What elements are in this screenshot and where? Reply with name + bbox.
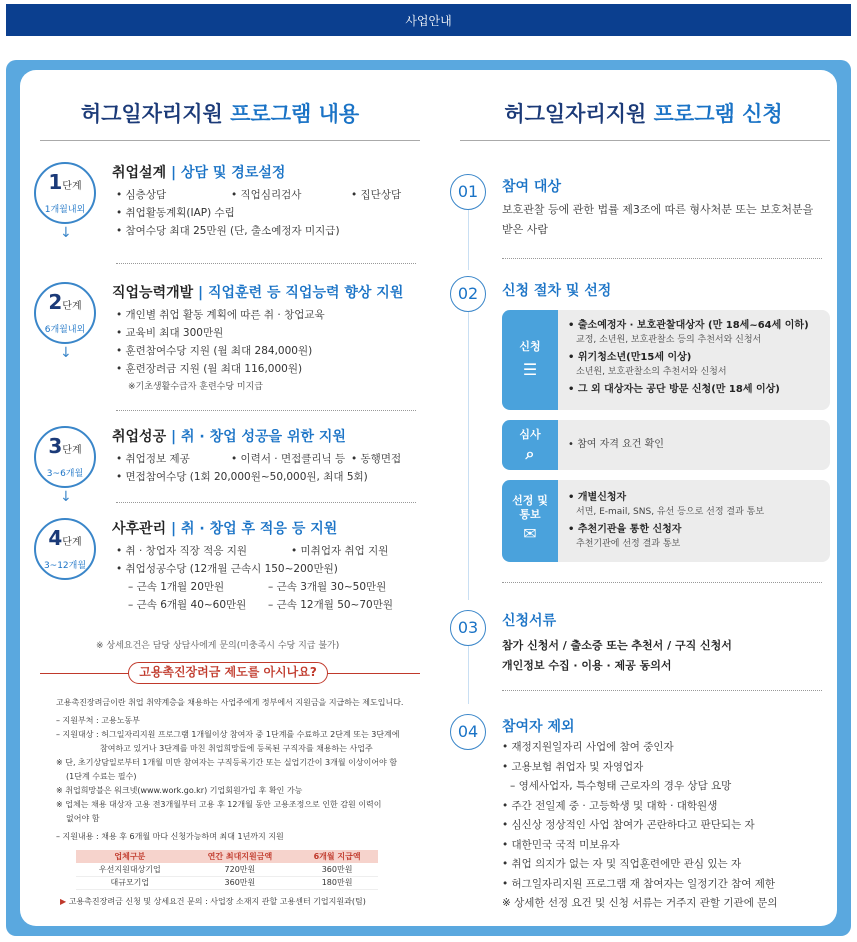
stage-4-items (116, 542, 416, 614)
list-item: – 근속 6개월 40~60만원 (128, 599, 247, 611)
apply-tab-label: 신청 (519, 340, 541, 353)
notification-icon: ✉ (523, 524, 537, 543)
stage-2-period: 6개월내외 (44, 325, 86, 335)
stage-2-number: 2 (48, 290, 63, 314)
review-box (502, 420, 830, 470)
program-panel (20, 70, 837, 926)
list-item: • 재정지원일자리 사업에 참여 중인자 (502, 741, 674, 753)
table-row (76, 876, 378, 889)
stage-1-head: 취업설계 (112, 165, 167, 181)
stage-2-sub: 직업훈련 등 직업능력 향상 지원 (208, 285, 404, 301)
title-divider (40, 140, 420, 141)
list-item: • 취업성공수당 (12개월 근속시 150~200만원) (116, 563, 338, 575)
stage-3-unit: 단계 (62, 445, 82, 456)
down-arrow-icon: ↓ (60, 225, 72, 241)
stage-2-heading: 직업능력개발 | 직업훈련 등 직업능력 향상 지원 (112, 285, 404, 301)
page-header-bar (6, 4, 851, 36)
step-4-title: 참여자 제외 (502, 719, 575, 735)
bonus-content: – 지원내용 : 채용 후 6개월 마다 신청가능하며 최대 1년까지 지원 (56, 832, 284, 841)
dotted-divider (502, 690, 822, 691)
stage-2-items (116, 306, 416, 396)
list-item: • 추천기관을 통한 신청자 (568, 524, 682, 535)
bonus-intro: 고용촉진장려금이란 취업 취약계층을 채용하는 사업주에게 정부에서 지원금을 지급하는 제도입니다. (56, 698, 404, 707)
stage-1-sub: 상담 및 경로설정 (180, 165, 286, 181)
review-tab (502, 420, 558, 470)
step-3-badge: 03 (450, 610, 486, 646)
stage-3-items (116, 450, 416, 486)
stage-2 (34, 282, 424, 402)
table-cell: 우선지원대상기업 (76, 863, 184, 876)
list-item-detail: 서면, E-mail, SNS, 유선 등으로 선정 결과 통보 (576, 507, 765, 517)
selection-tab-label: 통보 (519, 508, 541, 521)
title-divider (460, 140, 830, 141)
stage-4-unit: 단계 (62, 537, 82, 548)
step-3-title: 신청서류 (502, 613, 557, 629)
list-item: • 개별신청자 (568, 492, 627, 503)
review-content (568, 437, 824, 452)
table-cell: 720만원 (184, 863, 297, 876)
step-2-badge: 02 (450, 276, 486, 312)
stage-2-unit: 단계 (62, 301, 82, 312)
apply-content (568, 318, 824, 397)
list-item: • 위기청소년(만15세 이상) (568, 352, 692, 363)
list-item: • 대한민국 국적 미보유자 (502, 838, 620, 851)
stage-1-badge (34, 162, 96, 224)
table-row (76, 863, 378, 876)
triangle-bullet-icon: ▶ (60, 897, 67, 906)
stage-4-period: 3~12개월 (43, 561, 87, 571)
stage-3-head: 취업성공 (112, 429, 167, 445)
list-item: – 영세사업자, 특수형태 근로자의 경우 상담 요망 (510, 780, 732, 792)
program-frame (6, 60, 851, 936)
list-item: • 심층상담 (116, 189, 167, 201)
list-item: • 개인별 취업 활동 계획에 따른 취 · 창업교육 (116, 309, 325, 321)
stage-1-items (116, 186, 416, 240)
list-item: • 훈련참여수당 지원 (월 최대 284,000원) (116, 345, 313, 357)
list-item: • 허그일자리지원 프로그램 재 참여자는 일정기간 참여 제한 (502, 877, 775, 890)
review-tab-label: 심사 (519, 428, 541, 441)
dotted-divider (116, 263, 416, 264)
bonus-footnote (60, 896, 366, 907)
document-list-line: 참가 신청서 / 출소증 또는 추천서 / 구직 신청서 (502, 639, 732, 652)
list-item-detail: 교정, 소년원, 보호관찰소 등의 추천서와 신청서 (576, 335, 762, 345)
timeline-line (468, 200, 469, 270)
step-2-title: 신청 절차 및 선정 (502, 283, 612, 299)
apply-title (450, 98, 837, 128)
list-item: • 동행면접 (351, 453, 402, 465)
table-cell: 360만원 (184, 876, 297, 889)
dotted-divider (116, 502, 416, 503)
stage-4-head: 사후관리 (112, 521, 167, 537)
step-1-badge: 01 (450, 174, 486, 210)
bonus-target: – 지원대상 : 허그일자리지원 프로그램 1개월이상 참여자 중 1단계를 수료하고 2단계 또는 3단계에 (56, 730, 400, 739)
search-icon: ⌕ (525, 444, 535, 463)
bonus-title: 고용촉진장려금 제도를 아시나요? (128, 662, 328, 684)
selection-content (568, 490, 824, 554)
stage-3-heading: 취업성공 | 취 · 창업 성공을 위한 지원 (112, 429, 346, 445)
detail-note: ※ 상세요건은 담당 상담사에게 문의(미충족시 수당 지급 불가) (96, 641, 340, 651)
dotted-divider (502, 582, 822, 583)
list-item: • 출소예정자 · 보호관찰대상자 (만 18세~64세 이하) (568, 320, 809, 331)
table-header: 연간 최대지원금액 (184, 850, 297, 863)
list-item: • 취 · 창업자 직장 적응 지원 (116, 545, 247, 557)
selection-tab-label: 선정 및 (512, 494, 548, 507)
bonus-note: ※ 취업희망블은 워크넷(www.work.go.kr) 기업회원가입 후 확인 가능 (56, 786, 303, 795)
stage-4 (34, 518, 424, 628)
list-item: • 취업정보 제공 (116, 453, 190, 465)
list-item: • 이력서 · 면접클리닉 등 (231, 453, 346, 465)
list-item: • 훈련장려금 지원 (월 최대 116,000원) (116, 363, 303, 375)
list-item: • 심신상 정상적인 사업 참여가 곤란하다고 판단되는 자 (502, 819, 755, 831)
apply-box (502, 310, 830, 410)
list-item: • 고용보험 취업자 및 자영업자 (502, 760, 644, 773)
list-item: – 근속 1개월 20만원 (128, 581, 225, 593)
list-item: • 면접참여수당 (1회 20,000원~50,000원, 최대 5회) (116, 471, 368, 483)
timeline-line (468, 310, 469, 600)
table-header: 6개월 지급액 (296, 850, 378, 863)
dotted-divider (502, 258, 822, 259)
list-item: • 참여 자격 요건 확인 (568, 439, 664, 450)
stage-1-unit: 단계 (62, 181, 82, 192)
stage-1-number: 1 (48, 170, 63, 194)
stage-4-badge (34, 518, 96, 580)
table-cell: 대규모기업 (76, 876, 184, 889)
stage-2-head: 직업능력개발 (112, 285, 194, 301)
stage-2-note: ※기초생활수급자 훈련수당 미지급 (128, 382, 263, 392)
program-apply-column (450, 70, 837, 926)
list-item-detail: 소년원, 보호관찰소의 추천서와 신청서 (576, 367, 727, 377)
bonus-note: ※ 업체는 채용 대상자 고용 전3개월부터 고용 후 12개월 동안 고용조정으로 인한 감원 이력이 (56, 800, 382, 809)
dotted-divider (116, 410, 416, 411)
bonus-note-cont: (1단계 수료는 필수) (66, 772, 137, 781)
exclusion-list (502, 738, 832, 914)
list-item: – 근속 3개월 30~50만원 (268, 581, 387, 593)
bonus-table (76, 850, 378, 890)
table-cell: 180만원 (296, 876, 378, 889)
list-item: • 취업활동계획(IAP) 수립 (116, 207, 235, 219)
stage-1-heading: 취업설계 | 상담 및 경로설정 (112, 165, 286, 181)
table-header: 업체구분 (76, 850, 184, 863)
list-item: ※ 상세한 선정 요건 및 신청 서류는 거주지 관할 기관에 문의 (502, 897, 778, 909)
bonus-footnote-text: 고용촉진장려금 신청 및 상세요건 문의 : 사업장 소재지 관할 고용센터 기업지원과(팀) (68, 897, 366, 906)
list-item: • 주간 전일제 중 · 고등학생 및 대학 · 대학원생 (502, 799, 718, 812)
content-title-highlight: 프로그램 내용 (230, 102, 360, 126)
list-item-detail: 추천기관에 선정 결과 통보 (576, 539, 681, 549)
stage-2-badge (34, 282, 96, 344)
page-header-title: 사업안내 (405, 13, 452, 28)
apply-tab (502, 310, 558, 410)
table-header-row (76, 850, 378, 863)
document-list-line: 개인정보 수집 · 이용 · 제공 동의서 (502, 659, 672, 672)
stage-3-number: 3 (48, 434, 63, 458)
selection-box (502, 480, 830, 562)
stage-4-heading: 사후관리 | 취 · 창업 후 적응 등 지원 (112, 521, 338, 537)
stage-1 (34, 162, 424, 252)
list-item: • 취업 의지가 없는 자 및 직업훈련에만 관심 있는 자 (502, 858, 742, 870)
list-item: • 참여수당 최대 25만원 (단, 출소예정자 미지급) (116, 225, 340, 237)
stage-4-number: 4 (48, 526, 63, 550)
stage-3-period: 3~6개월 (46, 469, 84, 479)
stage-3-sub: 취 · 창업 성공을 위한 지원 (180, 429, 346, 445)
list-item: • 집단상담 (351, 189, 402, 201)
list-item: – 근속 12개월 50~70만원 (268, 599, 394, 611)
content-title-main: 허그일자리지원 (80, 102, 223, 126)
apply-title-main: 허그일자리지원 (504, 102, 647, 126)
step-4-badge: 04 (450, 714, 486, 750)
bonus-info (56, 696, 416, 844)
stage-3 (34, 426, 424, 506)
stage-1-period: 1개월내외 (44, 205, 86, 215)
selection-tab (502, 480, 558, 562)
step-1-title: 참여 대상 (502, 179, 561, 195)
stage-4-sub: 취 · 창업 후 적응 등 지원 (180, 521, 338, 537)
bonus-target-cont: 참여하고 있거나 3단계를 마친 취업희망들에 등록된 구직자를 채용하는 사업주 (100, 744, 373, 753)
list-item: • 직업심리검사 (231, 189, 302, 201)
table-cell: 360만원 (296, 863, 378, 876)
list-item: • 미취업자 취업 지원 (291, 545, 389, 557)
content-title (20, 98, 420, 128)
bonus-dept: – 지원부처 : 고용노동부 (56, 716, 140, 725)
step-3-text (502, 636, 822, 676)
stage-3-badge (34, 426, 96, 488)
document-icon: ☰ (522, 360, 538, 379)
list-item: • 교육비 최대 300만원 (116, 327, 224, 339)
list-item: • 그 외 대상자는 공단 방문 신청(만 18세 이상) (568, 384, 780, 395)
down-arrow-icon: ↓ (60, 345, 72, 361)
down-arrow-icon: ↓ (60, 489, 72, 505)
step-1-text: 보호관찰 등에 관한 법률 제3조에 따른 형사처분 또는 보호처분을 받은 사람 (502, 203, 814, 236)
apply-title-highlight: 프로그램 신청 (653, 102, 783, 126)
bonus-note-cont: 없어야 함 (66, 814, 100, 823)
program-content-column (20, 70, 430, 926)
bonus-note: ※ 단, 초기상담일로부터 1개월 미만 참여자는 구직등록기간 또는 실업기간이 3개월 이상이어야 함 (56, 758, 398, 767)
